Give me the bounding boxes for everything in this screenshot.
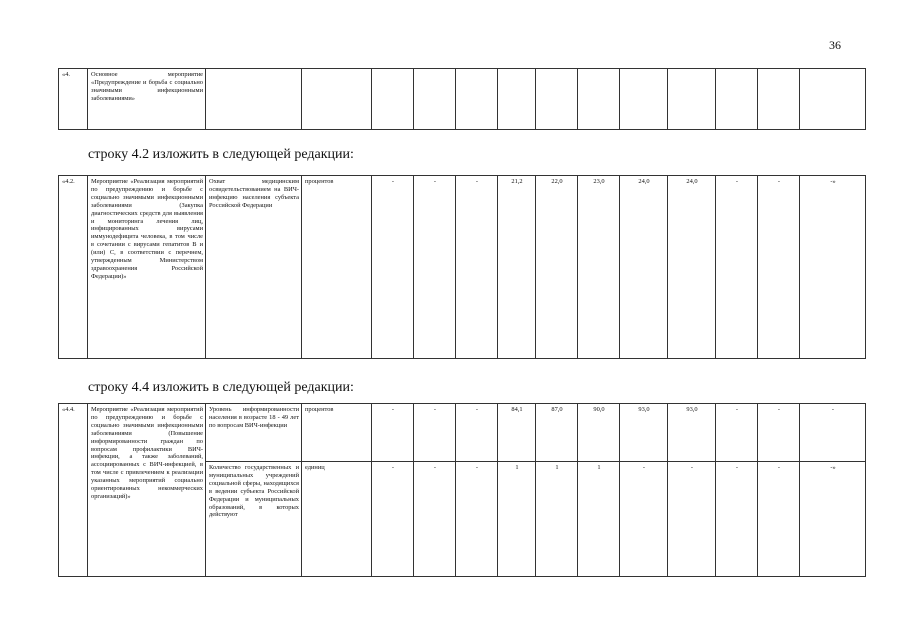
table-row-4 xyxy=(58,68,866,130)
value-cell: - xyxy=(414,176,456,359)
empty-cell xyxy=(758,69,800,130)
empty-cell xyxy=(620,69,668,130)
value-cell: 1 xyxy=(536,462,578,577)
empty-cell xyxy=(578,69,620,130)
value-cell: - xyxy=(456,176,498,359)
row-number: «4. xyxy=(59,69,88,130)
row-number: «4.2. xyxy=(59,176,88,359)
value-cell: 21,2 xyxy=(498,176,536,359)
indicator-name: Уровень информированности населения в возрасте 18 - 49 лет по вопросам ВИЧ-инфекции xyxy=(206,404,302,462)
instruction-heading-4-4: строку 4.4 изложить в следующей редакции: xyxy=(88,380,354,395)
value-cell: - xyxy=(372,404,414,462)
empty-cell xyxy=(668,69,716,130)
empty-cell xyxy=(800,69,866,130)
value-cell: 90,0 xyxy=(578,404,620,462)
value-cell: 93,0 xyxy=(620,404,668,462)
empty-cell xyxy=(498,69,536,130)
value-cell: - xyxy=(800,404,866,462)
indicator-name: Охват медицинским освидетельствованием на ВИЧ-инфекцию населения субъекта Российской Федерации xyxy=(206,176,302,359)
value-cell: 93,0 xyxy=(668,404,716,462)
unit: процентов xyxy=(302,176,372,359)
value-cell: - xyxy=(620,462,668,577)
empty-cell xyxy=(716,69,758,130)
value-cell: 87,0 xyxy=(536,404,578,462)
instruction-heading-4-2: строку 4.2 изложить в следующей редакции: xyxy=(88,147,354,162)
value-cell: - xyxy=(758,462,800,577)
empty-cell xyxy=(414,69,456,130)
value-cell: 84,1 xyxy=(498,404,536,462)
unit: процентов xyxy=(302,404,372,462)
value-cell: 1 xyxy=(578,462,620,577)
value-cell: 24,0 xyxy=(668,176,716,359)
value-cell: - xyxy=(372,462,414,577)
empty-cell xyxy=(456,69,498,130)
value-cell: - xyxy=(716,462,758,577)
value-cell: 24,0 xyxy=(620,176,668,359)
value-cell: - xyxy=(716,176,758,359)
value-cell: - xyxy=(456,462,498,577)
value-cell: - xyxy=(716,404,758,462)
activity-name: Мероприятие «Реализация мероприятий по предупреждению и борьбе с социально значимыми инфекционными заболеваниями (Закупка диагностических средств для выявления и мониторинга лечения лиц, инфицированных вирусами иммунодефицита человека, в том числе в сочетании с вирусами гепатитов В и (или) С, в соответствии с перечнем, утвержденным Министерством здравоохранения Российской Федерации)» xyxy=(88,176,206,359)
value-cell: - xyxy=(456,404,498,462)
empty-cell xyxy=(372,69,414,130)
unit: единиц xyxy=(302,462,372,577)
value-cell: -» xyxy=(800,462,866,577)
page-number: 36 xyxy=(829,38,841,52)
table-row-4-4 xyxy=(58,403,866,577)
row-number: «4.4. xyxy=(59,404,88,577)
table-row-4-2 xyxy=(58,175,866,359)
activity-name: Мероприятие «Реализация мероприятий по предупреждению и борьбе с социально значимыми инфекционными заболеваниями (Повышение информированности граждан по вопросам профилактики ВИЧ-инфекции, а также заболеваний, ассоциированных с ВИЧ-инфекцией, в том числе с привлечением к реализации указанных мероприятий социально ориентированных некоммерческих организаций)» xyxy=(88,404,206,577)
value-cell: - xyxy=(372,176,414,359)
value-cell: - xyxy=(758,404,800,462)
value-cell: 23,0 xyxy=(578,176,620,359)
indicator-name: Количество государственных и муниципальных учреждений социальной сферы, находящихся в ведении субъекта Российской Федерации и муниципальных образований, в которых действуют xyxy=(206,462,302,577)
value-cell: - xyxy=(414,404,456,462)
value-cell: - xyxy=(414,462,456,577)
activity-name: Основное мероприятие «Предупреждение и борьба с социально значимыми инфекционными заболеваниями» xyxy=(88,69,206,130)
value-cell: 1 xyxy=(498,462,536,577)
value-cell: -» xyxy=(800,176,866,359)
value-cell: - xyxy=(668,462,716,577)
value-cell: 22,0 xyxy=(536,176,578,359)
empty-cell xyxy=(302,69,372,130)
empty-cell xyxy=(536,69,578,130)
value-cell: - xyxy=(758,176,800,359)
empty-cell xyxy=(206,69,302,130)
